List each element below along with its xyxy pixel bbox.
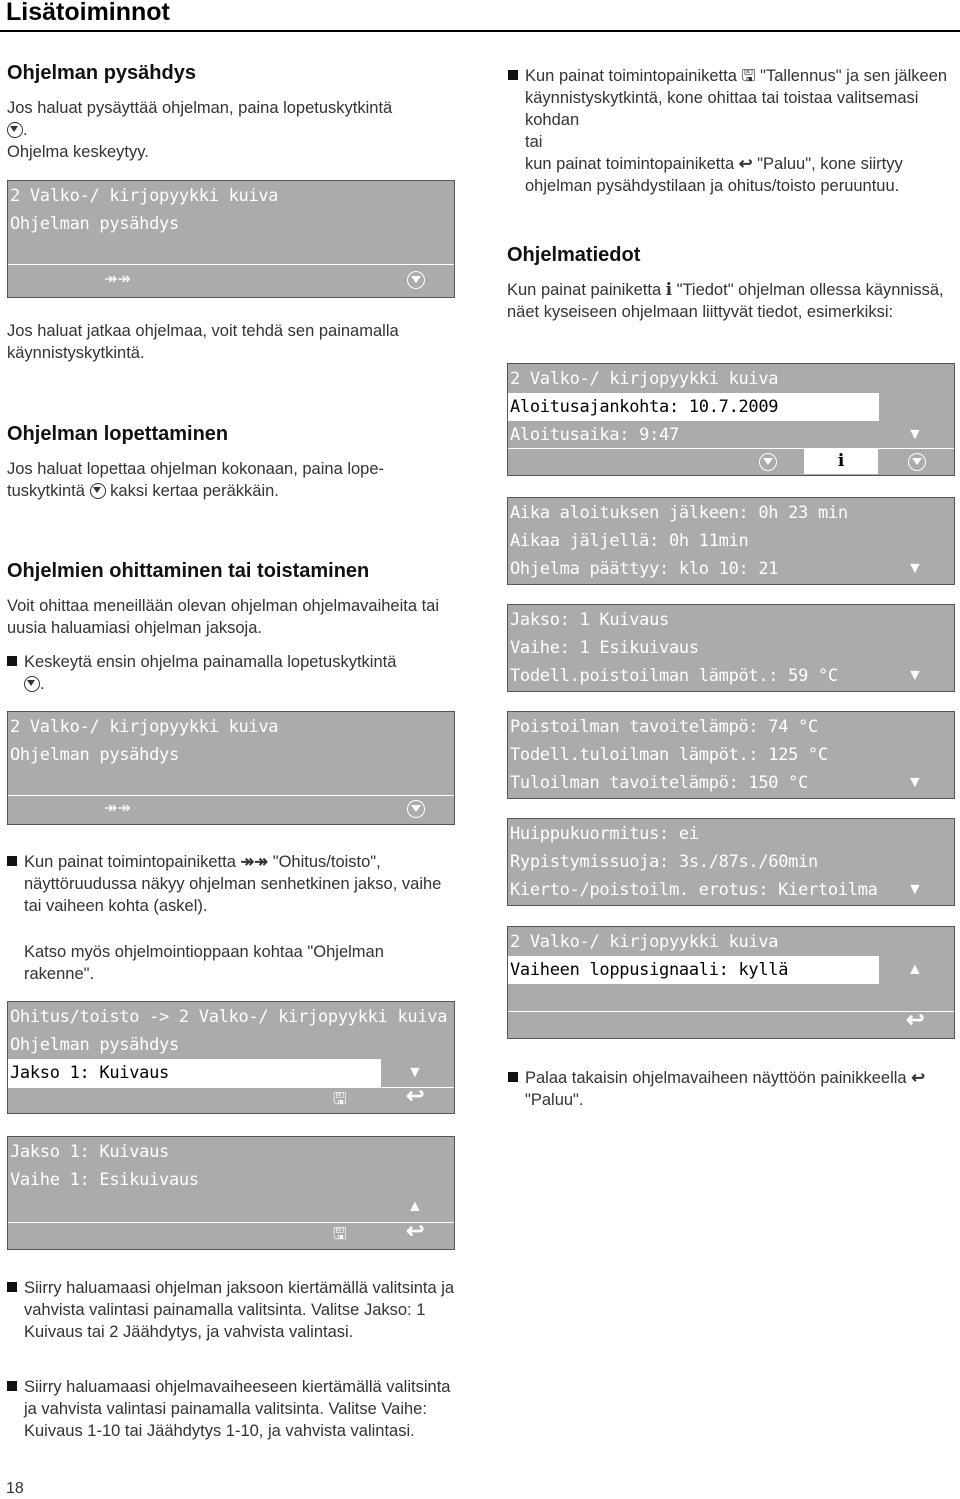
display-divider [8,795,454,796]
display-divider [508,1011,954,1012]
back-icon: ↩ [406,1083,425,1108]
bullet-select-section: Siirry haluamaasi ohjelman jaksoon kiertämällä valitsinta ja vahvista valintasi painamalla valitsinta. Valitse Jakso: 1 Kuivaus tai 2 Jäähdytys, ja vahvista valintasi. [24,1279,455,1341]
text-end-instruction: Jos haluat lopettaa ohjelman kokonaan, paina lope- tuskytkintä kaksi kertaa peräkkäin. [7,460,385,500]
heading-program-stop: Ohjelman pysähdys [7,62,196,84]
display-divider [8,1222,454,1223]
stop-icon [407,800,425,818]
back-icon: ↩ [906,1007,925,1032]
display-stop [7,180,455,298]
bullet-skip-button: Kun painat toimintopainiketta ↠↠ "Ohitus/toisto", näyttöruudussa näkyy ohjelman senhetkinen jakso, vaihe tai vaiheen kohta (askel). [24,853,442,915]
bullet-marker [7,856,17,866]
info-icon: i [665,280,672,299]
display-row: Jakso: 1 Kuivaus [510,610,669,630]
display-info-temps [507,711,955,799]
text-skip-intro: Voit ohittaa meneillään olevan ohjelman ohjelmavaiheita tai uusia haluamiasi ohjelman jaksoja. [7,597,440,637]
back-icon: ↩ [911,1069,926,1087]
display-row: Aikaa jäljellä: 0h 11min [510,531,749,551]
page-header [0,0,960,32]
display-row-selected: Vaiheen loppusignaali: kyllä [508,956,879,984]
display-row: Rypistymissuoja: 3s./87s./60min [510,852,818,872]
skip-repeat-icon: ↠↠ [104,800,131,817]
stop-icon [90,483,106,499]
bullet-marker [7,1282,17,1292]
display-row: Aloitusaika: 9:47 [510,425,679,445]
display-stop-2 [7,711,455,825]
save-icon: 🖫 [741,67,756,85]
display-row-selected: Jakso 1: Kuivaus [8,1059,381,1087]
stop-icon [908,453,926,471]
text-stop-instruction: Jos haluat pysäyttää ohjelman, paina lopetuskytkintä . Ohjelma keskeytyy. [7,99,393,161]
bullet-marker [7,1381,17,1391]
bullet-marker [508,70,518,80]
display-section-phase [7,1136,455,1250]
skip-repeat-icon: ↠↠ [240,853,269,871]
skip-repeat-icon: ↠↠ [104,271,131,288]
display-row: 2 Valko-/ kirjopyykki kuiva [510,369,779,389]
display-divider [508,448,954,449]
heading-skip-repeat: Ohjelmien ohittaminen tai toistaminen [7,560,370,582]
arrow-down-icon: ▼ [907,881,923,898]
arrow-down-icon: ▼ [907,426,923,443]
display-row: Huippukuormitus: ei [510,824,699,844]
display-skip-repeat [7,1001,455,1114]
heading-program-info: Ohjelmatiedot [507,244,641,266]
display-row: Vaihe: 1 Esikuivaus [510,638,699,658]
display-row: Ohjelman pysähdys [10,214,179,234]
display-row: Jakso 1: Kuivaus [10,1142,169,1162]
display-info-time [507,497,955,585]
display-info-settings [507,818,955,906]
arrow-up-icon: ▲ [407,1198,423,1215]
display-info-signal [507,926,955,1039]
display-info-phase [507,604,955,692]
text-continue: Jos haluat jatkaa ohjelmaa, voit tehdä sen painamalla käynnistyskytkintä. [7,322,399,362]
arrow-down-icon: ▼ [407,1064,423,1081]
timer-icon [759,453,777,471]
display-row: Vaihe 1: Esikuivaus [10,1170,199,1190]
bullet-save-or-return: Kun painat toimintopainiketta 🖫 "Tallennus" ja sen jälkeen käynnistyskytkintä, kone ohittaa tai toistaa valitsemasi kohdan tai kun painat toimintopainiketta ↩ "Paluu", kone siirtyy ohjelman pysähdystilaan ja ohitus/toisto peruuntuu. [525,67,948,195]
text-see-also: Katso myös ohjelmointioppaan kohtaa "Ohjelman rakenne". [24,943,384,983]
display-row: 2 Valko-/ kirjopyykki kuiva [510,932,779,952]
display-row: Ohitus/toisto -> 2 Valko-/ kirjopyykki kuiva [10,1007,448,1027]
info-button-highlight: i [804,449,878,474]
bullet-pause-first: Keskeytä ensin ohjelma painamalla lopetuskytkintä . [24,653,397,693]
display-row-selected: Aloitusajankohta: 10.7.2009 [508,393,879,421]
display-row: Kierto-/poistoilm. erotus: Kiertoilma [510,880,878,900]
arrow-down-icon: ▼ [907,560,923,577]
save-icon: 🖫 [333,1226,347,1243]
save-icon: 🖫 [333,1091,347,1108]
heading-program-end: Ohjelman lopettaminen [7,423,229,445]
stop-icon [24,676,40,692]
display-divider [8,264,454,265]
page-title: Lisätoiminnot [6,0,170,26]
bullet-return: Palaa takaisin ohjelmavaiheen näyttöön painikkeella ↩ "Paluu". [525,1069,926,1109]
display-row: Aika aloituksen jälkeen: 0h 23 min [510,503,848,523]
page-number: 18 [6,1480,24,1497]
display-row: Ohjelman pysähdys [10,745,179,765]
arrow-down-icon: ▼ [907,667,923,684]
bullet-select-phase: Siirry haluamaasi ohjelmavaiheeseen kiertämällä valitsinta ja vahvista valintasi painamalla valitsinta. Valitse Vaihe: Kuivaus 1-10 tai Jäähdytys 1-10, ja vahvista valintasi. [24,1378,451,1440]
display-row: 2 Valko-/ kirjopyykki kuiva [10,186,279,206]
display-row: Ohjelman pysähdys [10,1035,179,1055]
display-divider [8,1087,454,1088]
text-info-intro: Kun painat painiketta i "Tiedot" ohjelman ollessa käynnissä, näet kyseiseen ohjelmaan liittyvät tiedot, esimerkiksi: [507,280,944,321]
stop-icon [7,122,23,138]
display-row: Tuloilman tavoitelämpö: 150 °C [510,773,809,793]
display-info-start [507,363,955,476]
display-row: 2 Valko-/ kirjopyykki kuiva [10,717,279,737]
bullet-marker [7,656,17,666]
back-icon: ↩ [738,155,753,173]
display-row: Todell.tuloilman lämpöt.: 125 °C [510,745,828,765]
stop-icon [407,271,425,289]
bullet-marker [508,1072,518,1082]
back-icon: ↩ [406,1218,425,1243]
display-row: Poistoilman tavoitelämpö: 74 °C [510,717,818,737]
display-row: Todell.poistoilman lämpöt.: 59 °C [510,666,838,686]
arrow-down-icon: ▼ [907,774,923,791]
display-row: Ohjelma päättyy: klo 10: 21 [510,559,779,579]
arrow-up-icon: ▲ [907,961,923,978]
